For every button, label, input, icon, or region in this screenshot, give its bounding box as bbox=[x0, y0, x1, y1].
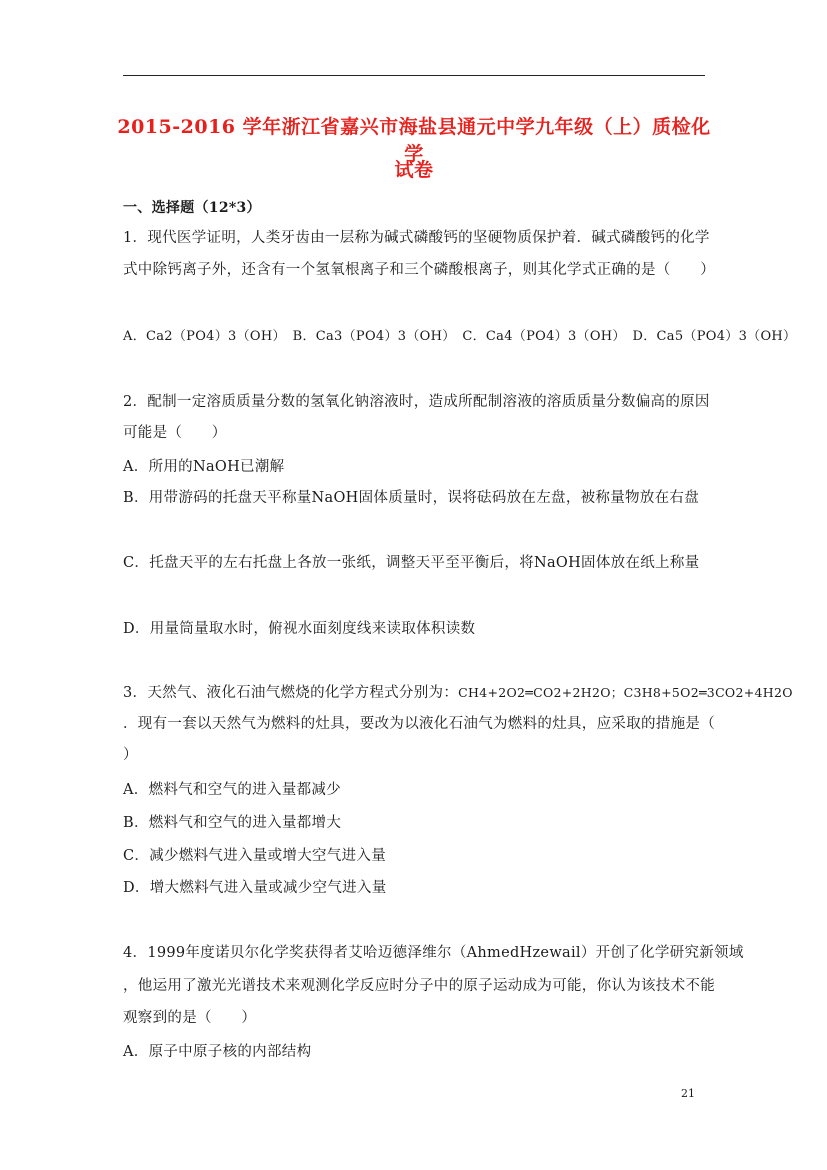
q2-option-a: A．所用的NaOH已潮解 bbox=[123, 459, 285, 475]
section-heading: 一、选择题（12*3） bbox=[123, 200, 261, 216]
q1-options: A．Ca2（PO4）3（OH） B．Ca3（PO4）3（OH） C．Ca4（PO4）3（OH） D．Ca5（PO4）3（OH） bbox=[123, 329, 797, 344]
q2-stem-line1: 2．配制一定溶质质量分数的氢氧化钠溶液时，造成所配制溶液的溶质质量分数偏高的原因 bbox=[123, 394, 710, 410]
q3-option-c: C．减少燃料气进入量或增大空气进入量 bbox=[123, 848, 386, 864]
q3-stem-line2: ．现有一套以天然气为燃料的灶具，要改为以液化石油气为燃料的灶具，应采取的措施是（ bbox=[123, 716, 715, 732]
q3-option-a: A．燃料气和空气的进入量都减少 bbox=[123, 782, 341, 798]
q2-stem-line2: 可能是（ ） bbox=[123, 425, 227, 441]
q4-stem-line2: ，他运用了激光光谱技术来观测化学反应时分子中的原子运动成为可能，你认为该技术不能 bbox=[123, 978, 715, 994]
exam-title-line1: 2015-2016 学年浙江省嘉兴市海盐县通元中学九年级（上）质检化学 bbox=[117, 116, 711, 165]
exam-title-line2: 试卷 bbox=[394, 159, 434, 181]
q2-option-b: B．用带游码的托盘天平称量NaOH固体质量时，误将砝码放在左盘，被称量物放在右盘 bbox=[123, 490, 700, 506]
q1-stem-line1: 1．现代医学证明，人类牙齿由一层称为碱式磷酸钙的坚硬物质保护着．碱式磷酸钙的化学 bbox=[123, 230, 710, 246]
page-number: 21 bbox=[681, 1087, 695, 1100]
q4-option-a: A．原子中原子核的内部结构 bbox=[123, 1044, 312, 1060]
q4-stem-line1: 4．1999年度诺贝尔化学奖获得者艾哈迈德泽维尔（AhmedHzewail）开创了化学研究新领域 bbox=[123, 945, 744, 961]
q3-stem-line3: ） bbox=[123, 747, 138, 763]
q2-option-c: C．托盘天平的左右托盘上各放一张纸，调整天平至平衡后，将NaOH固体放在纸上称量 bbox=[123, 555, 700, 571]
q3-stem-text: 3．天然气、液化石油气燃烧的化学方程式分别为： bbox=[123, 685, 459, 701]
header-rule bbox=[123, 75, 705, 76]
q3-equations: CH4+2O2═CO2+2H2O；C3H8+5O2═3CO2+4H2O bbox=[458, 685, 793, 700]
q1-stem-line2: 式中除钙离子外，还含有一个氢氧根离子和三个磷酸根离子，则其化学式正确的是（ ） bbox=[123, 262, 715, 278]
q3-option-b: B．燃料气和空气的进入量都增大 bbox=[123, 815, 342, 831]
q3-option-d: D．增大燃料气进入量或减少空气进入量 bbox=[123, 880, 387, 896]
q2-option-d: D．用量筒量取水时，俯视水面刻度线来读取体积读数 bbox=[123, 621, 476, 637]
q3-stem-line1 bbox=[123, 681, 793, 702]
q4-stem-line3: 观察到的是（ ） bbox=[123, 1010, 257, 1026]
